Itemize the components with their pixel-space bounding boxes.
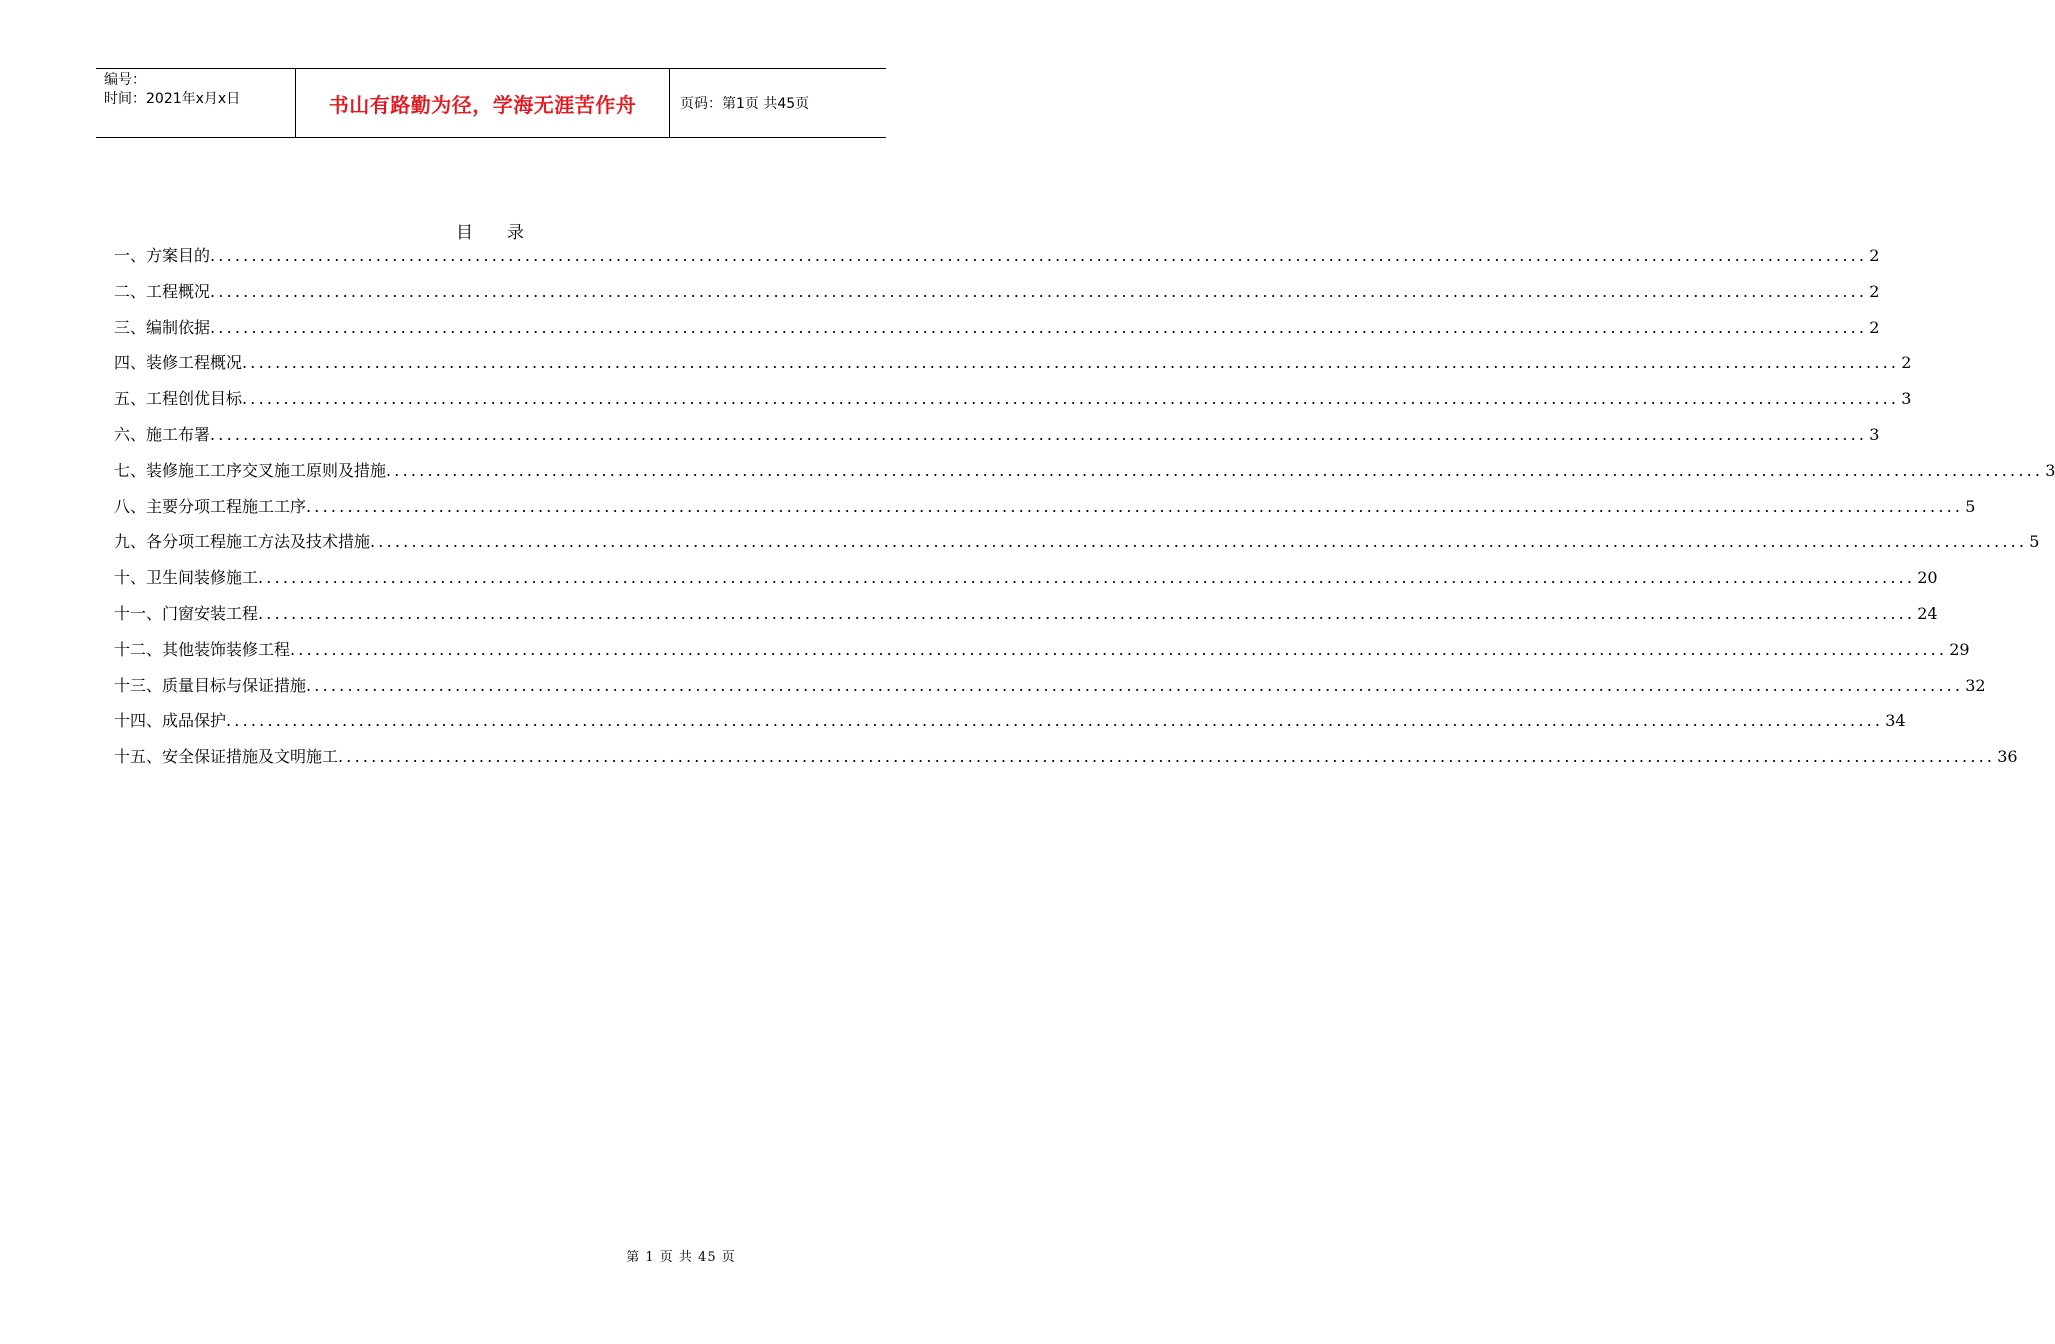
header-meta bbox=[96, 69, 296, 137]
toc-entry[interactable] bbox=[114, 673, 1986, 709]
toc-entry-page: 29 bbox=[1949, 639, 1970, 659]
toc-entry-label: 十四、成品保护 bbox=[114, 711, 227, 731]
toc-entry-label: 六、施工布署 bbox=[114, 424, 211, 444]
toc-entry-label: 四、装修工程概况 bbox=[114, 353, 243, 373]
toc-entry-label: 十一、门窗安装工程 bbox=[114, 603, 259, 623]
toc-leader-dots: ........................................................................................................................................................................................................ bbox=[210, 317, 1868, 337]
toc-entry-label: 十五、安全保证措施及文明施工 bbox=[114, 747, 339, 767]
toc-leader-dots: ........................................................................................................................................................................................................ bbox=[242, 353, 1900, 373]
toc-leader-dots: ........................................................................................................................................................................................................ bbox=[258, 603, 1916, 623]
toc-entry-page: 5 bbox=[2029, 532, 2040, 552]
document-number-label: 编号： bbox=[104, 72, 146, 88]
toc-entry-page: 3 bbox=[1869, 424, 1880, 444]
toc-leader-dots: ........................................................................................................................................................................................................ bbox=[306, 675, 1964, 695]
toc-leader-dots: ........................................................................................................................................................................................................ bbox=[290, 639, 1948, 659]
toc-leader-dots: ........................................................................................................................................................................................................ bbox=[242, 389, 1900, 409]
toc-entry[interactable] bbox=[114, 494, 1976, 530]
toc-entry-page: 32 bbox=[1965, 675, 1986, 695]
toc-entry-page: 2 bbox=[1869, 246, 1880, 265]
toc-entry[interactable] bbox=[114, 386, 1912, 422]
toc-entry-page: 20 bbox=[1917, 568, 1938, 588]
toc-leader-dots: ........................................................................................................................................................................................................ bbox=[338, 747, 1996, 767]
toc-entry-page: 2 bbox=[1869, 317, 1880, 337]
toc-leader-dots: ........................................................................................................................................................................................................ bbox=[226, 711, 1884, 731]
header-page-info: 页码：第1页 共45页 bbox=[680, 96, 810, 112]
toc-entry-page: 3 bbox=[1901, 389, 1912, 409]
toc-entry[interactable] bbox=[114, 458, 2055, 494]
toc-entry[interactable] bbox=[114, 601, 1938, 637]
table-of-contents bbox=[114, 243, 2055, 780]
toc-entry[interactable] bbox=[114, 529, 2040, 565]
document-time: 时间：2021年x月x日 bbox=[104, 91, 241, 107]
header-motto: 书山有路勤为径，学海无涯苦作舟 bbox=[296, 69, 670, 137]
toc-leader-dots: ........................................................................................................................................................................................................ bbox=[210, 246, 1868, 265]
toc-entry-page: 2 bbox=[1901, 353, 1912, 373]
toc-entry-label: 十二、其他装饰装修工程 bbox=[114, 639, 291, 659]
toc-entry-page: 34 bbox=[1885, 711, 1906, 731]
toc-entry-page: 5 bbox=[1965, 496, 1976, 516]
toc-entry-label: 二、工程概况 bbox=[114, 281, 211, 301]
toc-entry-label: 九、各分项工程施工方法及技术措施 bbox=[114, 532, 371, 552]
page-header bbox=[96, 68, 886, 138]
toc-entry[interactable] bbox=[114, 708, 1906, 744]
toc-entry-label: 八、主要分项工程施工工序 bbox=[114, 496, 307, 516]
toc-title-char-2: 录 bbox=[507, 223, 524, 243]
toc-entry-page: 3 bbox=[2045, 460, 2055, 480]
toc-leader-dots: ........................................................................................................................................................................................................ bbox=[210, 424, 1868, 444]
page-footer: 第 1 页 共 45 页 bbox=[626, 1250, 736, 1265]
toc-entry[interactable] bbox=[114, 315, 1880, 351]
toc-leader-dots: ........................................................................................................................................................................................................ bbox=[210, 281, 1868, 301]
toc-leader-dots: ........................................................................................................................................................................................................ bbox=[306, 496, 1964, 516]
toc-entry[interactable] bbox=[114, 744, 2018, 780]
toc-entry-label: 七、装修施工工序交叉施工原则及措施 bbox=[114, 460, 387, 480]
toc-entry-page: 24 bbox=[1917, 603, 1938, 623]
toc-entry-label: 一、方案目的 bbox=[114, 246, 211, 265]
toc-entry-label: 十、卫生间装修施工 bbox=[114, 568, 259, 588]
toc-leader-dots: ........................................................................................................................................................................................................ bbox=[370, 532, 2028, 552]
toc-entry[interactable] bbox=[114, 565, 1938, 601]
toc-entry-label: 十三、质量目标与保证措施 bbox=[114, 675, 307, 695]
toc-entry[interactable] bbox=[114, 350, 1912, 386]
toc-entry-label: 五、工程创优目标 bbox=[114, 389, 243, 409]
toc-entry-page: 36 bbox=[1997, 747, 2018, 767]
toc-entry[interactable] bbox=[114, 637, 1970, 673]
toc-entry[interactable] bbox=[114, 243, 1880, 279]
toc-entry-page: 2 bbox=[1869, 281, 1880, 301]
toc-entry[interactable] bbox=[114, 279, 1880, 315]
toc-title bbox=[0, 218, 980, 243]
toc-entry-label: 三、编制依据 bbox=[114, 317, 211, 337]
toc-leader-dots: ........................................................................................................................................................................................................ bbox=[386, 460, 2044, 480]
toc-leader-dots: ........................................................................................................................................................................................................ bbox=[258, 568, 1916, 588]
toc-entry[interactable] bbox=[114, 422, 1880, 458]
toc-title-char-1: 目 bbox=[456, 223, 473, 243]
